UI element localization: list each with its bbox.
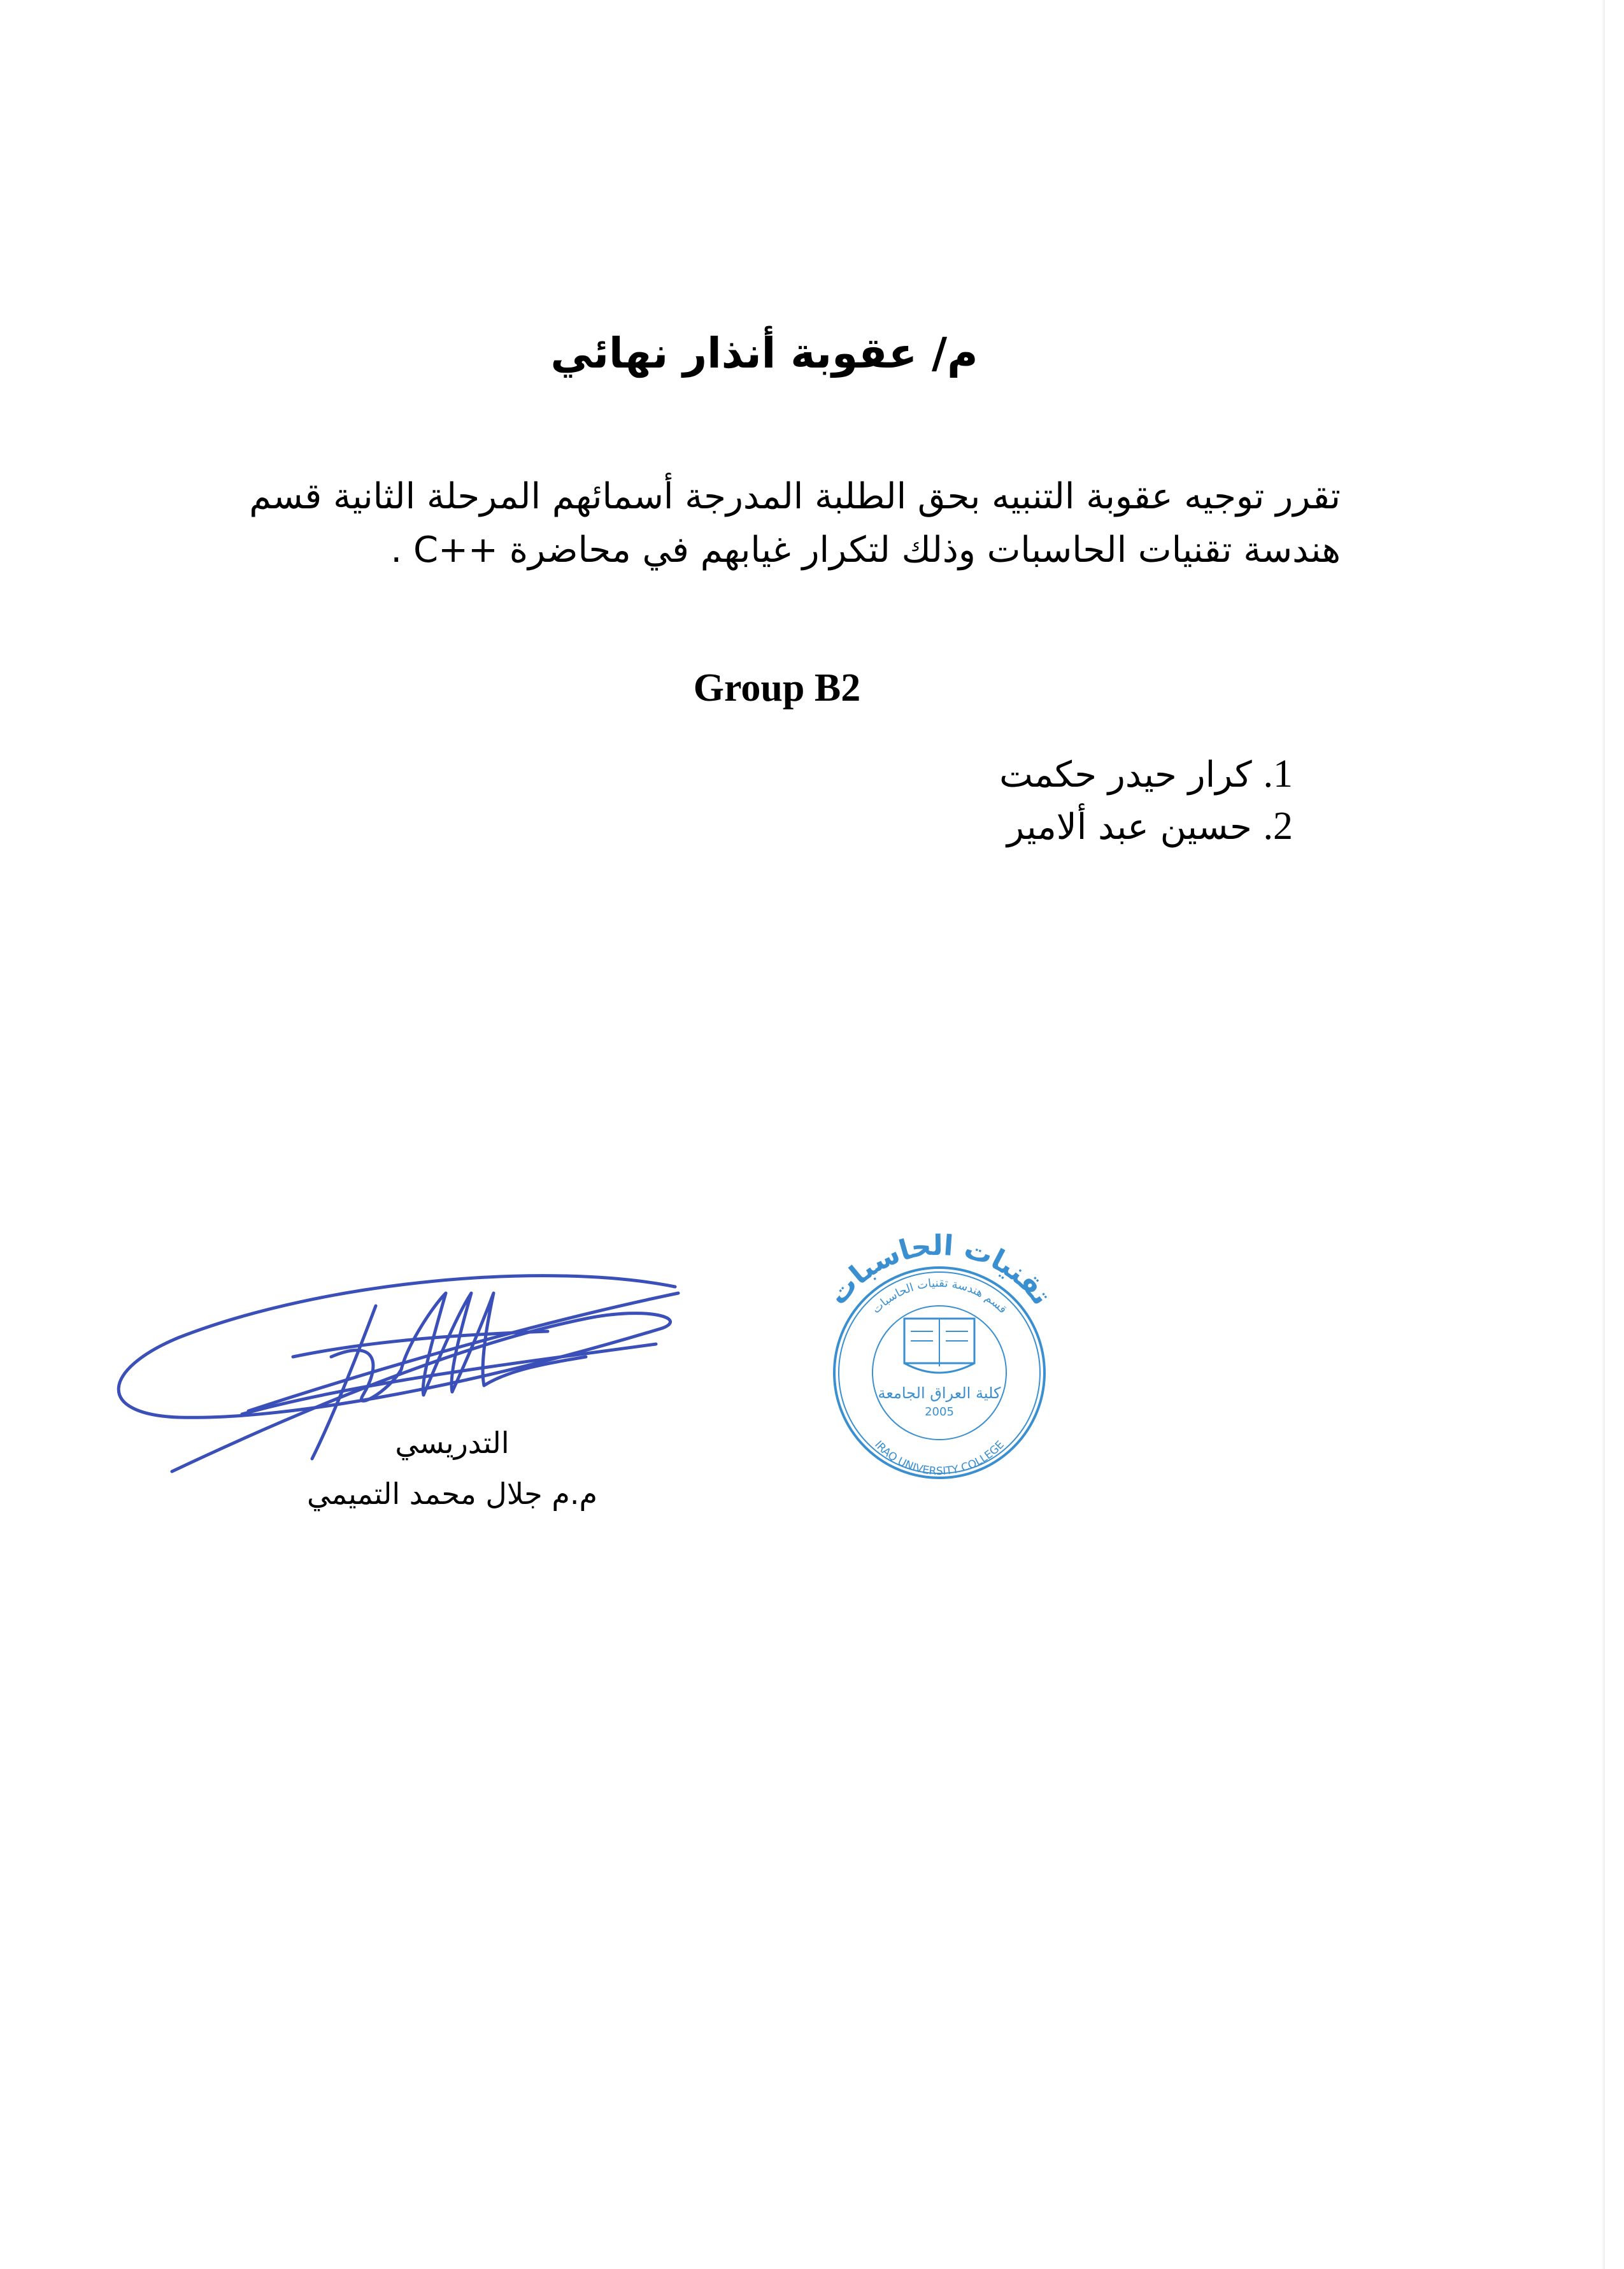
- document-title: م/ عقوبة أنذار نهائي: [550, 329, 978, 378]
- page-edge: [1601, 0, 1605, 2269]
- student-list: [999, 748, 1293, 853]
- stamp-inner-text: [869, 1277, 1009, 1316]
- student-number: 1.: [1263, 752, 1293, 796]
- stamp-inner-textpath: قسم هندسة تقنيات الحاسبات: [869, 1276, 1009, 1317]
- student-name: كرار حيدر حكمت: [999, 754, 1252, 796]
- stamp-top-text: [822, 1229, 1058, 1311]
- stamp-college-en: [872, 1438, 1007, 1478]
- instructor-role: التدريسي: [395, 1426, 509, 1460]
- stamp-top-textpath: تقنيات الحاسبات: [822, 1229, 1058, 1312]
- department-stamp: [783, 1223, 1095, 1522]
- student-item: [999, 801, 1293, 853]
- student-name: حسين عبد ألامير: [1006, 806, 1252, 848]
- body-paragraph: [204, 470, 1341, 577]
- stamp-year: 2005: [925, 1405, 954, 1419]
- body-line-2: هندسة تقنيات الحاسبات وذلك لتكرار غيابهم في محاضرة ++C .: [390, 529, 1341, 571]
- instructor-name: م.م جلال محمد التميمي: [307, 1477, 597, 1511]
- stamp-college-en-textpath: IRAQ UNIVERSITY COLLEGE: [872, 1438, 1007, 1478]
- student-number: 2.: [1263, 805, 1293, 848]
- student-item: [999, 748, 1293, 801]
- stamp-college-ar: كلية العراق الجامعة: [878, 1384, 1001, 1402]
- group-title: Group B2: [693, 666, 861, 710]
- body-line-1: تقرر توجيه عقوبة التنبيه بحق الطلبة المدرجة أسمائهم المرحلة الثانية قسم: [249, 476, 1341, 517]
